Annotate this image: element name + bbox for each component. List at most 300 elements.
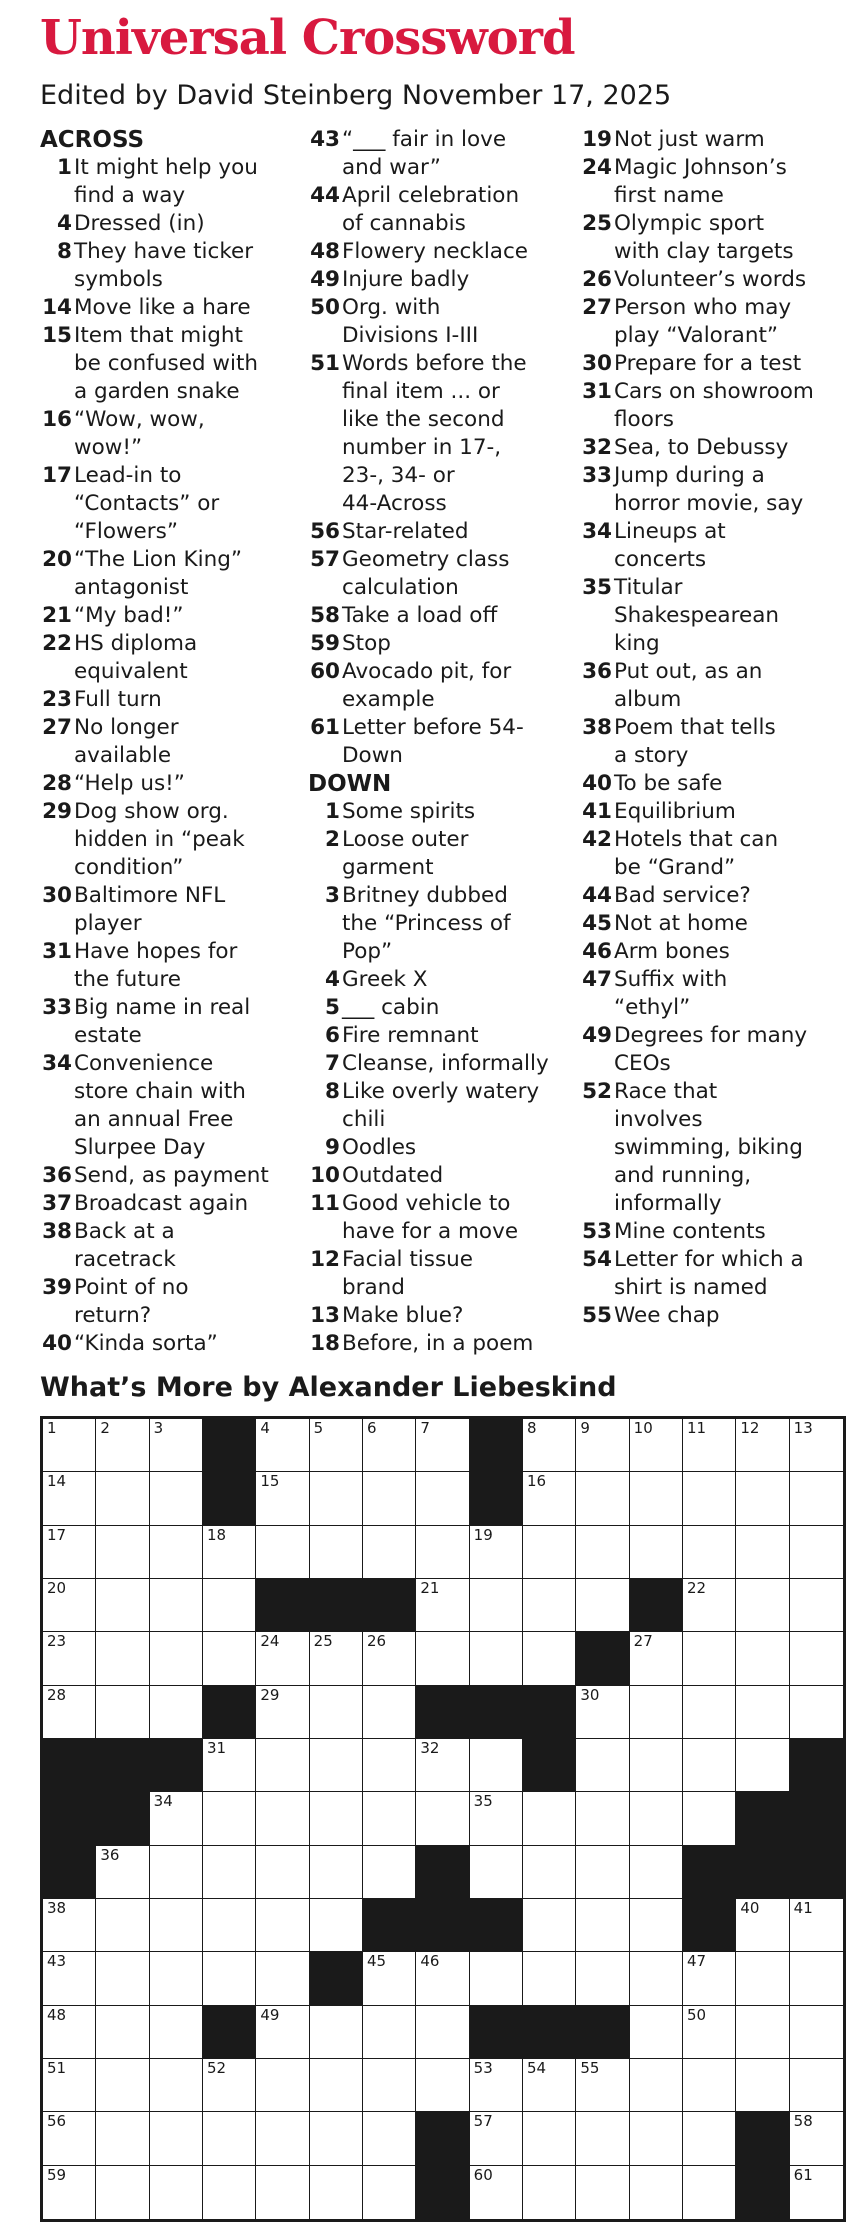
grid-cell[interactable] <box>150 2059 203 2112</box>
grid-cell[interactable] <box>96 1952 149 2005</box>
grid-cell[interactable] <box>43 1899 96 1952</box>
grid-cell[interactable] <box>363 1846 416 1899</box>
grid-cell[interactable] <box>203 1632 256 1685</box>
grid-cell[interactable] <box>150 1899 203 1952</box>
black-square <box>630 1579 683 1632</box>
clue-number: 27 <box>42 715 72 740</box>
cell-number: 45 <box>366 1952 387 1971</box>
grid-cell[interactable] <box>150 2166 203 2219</box>
clue-text-line: Injure badly <box>342 267 470 292</box>
grid-cell[interactable] <box>576 1419 629 1472</box>
grid-cell[interactable] <box>310 1739 363 1792</box>
grid-cell[interactable] <box>310 1632 363 1685</box>
grid-cell[interactable] <box>683 1792 736 1845</box>
grid-cell[interactable] <box>576 1739 629 1792</box>
grid-cell[interactable] <box>310 1419 363 1472</box>
clue-number: 33 <box>582 463 612 488</box>
grid-cell[interactable] <box>630 1739 683 1792</box>
black-square <box>470 1686 523 1739</box>
clue-number: 47 <box>582 967 612 992</box>
grid-cell[interactable] <box>43 1632 96 1685</box>
grid-cell[interactable] <box>683 2112 736 2165</box>
clue-item <box>308 882 578 966</box>
clue-number: 28 <box>42 771 72 796</box>
cell-number: 35 <box>473 1792 493 1811</box>
grid-cell[interactable] <box>150 1579 203 1632</box>
grid-cell[interactable] <box>576 1686 629 1739</box>
clue-text-line: chili <box>342 1107 386 1132</box>
clue-text-line: CEOs <box>614 1051 671 1076</box>
grid-cell[interactable] <box>736 2006 789 2059</box>
cell-number: 7 <box>420 1419 430 1437</box>
grid-cell[interactable] <box>96 1579 149 1632</box>
clue-item <box>308 546 578 602</box>
across-heading: ACROSS <box>40 127 145 153</box>
grid-cell[interactable] <box>523 1952 576 2005</box>
clue-text-line: 23-, 34- or <box>342 463 455 488</box>
clue-text-line: brand <box>342 1275 405 1300</box>
grid-cell[interactable] <box>576 1472 629 1525</box>
grid-cell[interactable] <box>790 2059 843 2112</box>
black-square <box>43 1739 96 1792</box>
clue-item <box>580 434 855 462</box>
grid-cell[interactable] <box>43 2059 96 2112</box>
grid-cell[interactable] <box>150 1632 203 1685</box>
grid-cell[interactable] <box>630 1419 683 1472</box>
clue-number: 52 <box>582 1079 612 1104</box>
grid-cell[interactable] <box>683 1632 736 1685</box>
grid-cell[interactable] <box>256 1472 309 1525</box>
clue-item <box>40 630 310 686</box>
clue-text-line: and war” <box>342 155 441 180</box>
cell-number: 10 <box>633 1419 653 1437</box>
grid-cell[interactable] <box>96 1632 149 1685</box>
grid-cell[interactable] <box>150 1472 203 1525</box>
grid-cell[interactable] <box>416 2006 469 2059</box>
cell-number: 29 <box>260 1685 280 1704</box>
cell-number: 26 <box>366 1632 387 1651</box>
clue-item <box>580 1302 855 1330</box>
black-square <box>523 2006 576 2059</box>
clue-number: 13 <box>310 1303 340 1328</box>
clue-number: 40 <box>582 771 612 796</box>
clue-text-line: Fire remnant <box>342 1023 479 1048</box>
clue-item <box>308 714 578 770</box>
grid-cell[interactable] <box>43 1419 96 1472</box>
grid-cell[interactable] <box>203 1952 256 2005</box>
clue-number: 25 <box>582 211 612 236</box>
grid-cell[interactable] <box>790 2112 843 2165</box>
grid-cell[interactable] <box>96 2112 149 2165</box>
grid-cell[interactable] <box>683 1526 736 1579</box>
grid-cell[interactable] <box>363 1472 416 1525</box>
grid-cell[interactable] <box>683 1686 736 1739</box>
cell-number: 50 <box>686 2005 707 2024</box>
grid-cell[interactable] <box>310 2166 363 2219</box>
clue-text-line: It might help you <box>74 155 258 180</box>
grid-cell[interactable] <box>470 2112 523 2165</box>
grid-cell[interactable] <box>790 1419 843 1472</box>
clue-item <box>580 350 855 378</box>
clue-number: 18 <box>310 1331 340 1356</box>
grid-cell[interactable] <box>43 1686 96 1739</box>
grid-cell[interactable] <box>416 1952 469 2005</box>
grid-cell[interactable] <box>683 2166 736 2219</box>
clue-text-line: Person who may <box>614 295 792 320</box>
grid-cell[interactable] <box>416 1472 469 1525</box>
grid-cell[interactable] <box>630 1846 683 1899</box>
grid-cell[interactable] <box>683 1579 736 1632</box>
cell-number: 30 <box>580 1685 600 1704</box>
grid-cell[interactable] <box>576 1579 629 1632</box>
black-square <box>470 2006 523 2059</box>
grid-cell[interactable] <box>43 2166 96 2219</box>
clue-text-line: Loose outer <box>342 827 469 852</box>
clue-item <box>308 1078 578 1134</box>
grid-cell[interactable] <box>310 1526 363 1579</box>
cell-number: 24 <box>260 1632 280 1651</box>
clue-text-line: Poem that tells <box>614 715 776 740</box>
clue-text-line: To be safe <box>614 771 723 796</box>
clue-text-line: Big name in real <box>74 995 251 1020</box>
black-square <box>310 1952 363 2005</box>
grid-cell[interactable] <box>256 2059 309 2112</box>
clue-item <box>308 266 578 294</box>
grid-cell[interactable] <box>43 1526 96 1579</box>
grid-cell[interactable] <box>470 1792 523 1845</box>
clue-text-line: available <box>74 743 172 768</box>
grid-cell[interactable] <box>416 1419 469 1472</box>
clue-text-line: Dressed (in) <box>74 211 205 236</box>
cell-number: 53 <box>473 2058 493 2077</box>
black-square <box>203 1472 256 1525</box>
grid-cell[interactable] <box>736 1472 789 1525</box>
clue-text-line: HS diploma <box>74 631 198 656</box>
grid-cell[interactable] <box>203 1739 256 1792</box>
clue-number: 4 <box>325 967 340 992</box>
black-square <box>416 2166 469 2219</box>
grid-cell[interactable] <box>256 1632 309 1685</box>
clue-number: 30 <box>42 883 72 908</box>
clue-number: 53 <box>582 1219 612 1244</box>
clue-item <box>580 294 855 350</box>
clue-number: 24 <box>582 155 612 180</box>
black-square <box>470 1899 523 1952</box>
grid-cell[interactable] <box>470 1579 523 1632</box>
grid-cell[interactable] <box>96 1846 149 1899</box>
grid-cell[interactable] <box>790 1952 843 2005</box>
clue-text-line: Before, in a poem <box>342 1331 534 1356</box>
clue-text-line: Volunteer’s words <box>614 267 807 292</box>
clue-item <box>580 574 855 658</box>
grid-cell[interactable] <box>683 2059 736 2112</box>
black-square <box>150 1739 203 1792</box>
clue-number: 41 <box>582 799 612 824</box>
clue-number: 39 <box>42 1275 72 1300</box>
grid-cell[interactable] <box>523 2166 576 2219</box>
grid-cell[interactable] <box>736 1952 789 2005</box>
grid-cell[interactable] <box>416 1526 469 1579</box>
grid-cell[interactable] <box>203 2112 256 2165</box>
grid-cell[interactable] <box>523 1526 576 1579</box>
grid-cell[interactable] <box>683 1419 736 1472</box>
clue-item <box>580 126 855 154</box>
grid-cell[interactable] <box>736 1686 789 1739</box>
grid-cell[interactable] <box>416 2059 469 2112</box>
clue-text-line: Item that might <box>74 323 243 348</box>
grid-cell[interactable] <box>523 2059 576 2112</box>
grid-cell[interactable] <box>630 1632 683 1685</box>
clue-text-line: Olympic sport <box>614 211 765 236</box>
grid-cell[interactable] <box>96 1472 149 1525</box>
grid-cell[interactable] <box>43 1952 96 2005</box>
grid-cell[interactable] <box>150 1792 203 1845</box>
clue-item <box>308 126 578 182</box>
clue-text-line: 44-Across <box>342 491 447 516</box>
clue-text-line: Flowery necklace <box>342 239 529 264</box>
grid-cell[interactable] <box>576 1526 629 1579</box>
grid-cell[interactable] <box>630 1899 683 1952</box>
grid-cell[interactable] <box>630 2006 683 2059</box>
grid-cell[interactable] <box>96 2059 149 2112</box>
grid-cell[interactable] <box>683 1739 736 1792</box>
grid-cell[interactable] <box>256 1899 309 1952</box>
grid-cell[interactable] <box>630 1472 683 1525</box>
grid-cell[interactable] <box>523 1472 576 1525</box>
cell-number: 17 <box>47 1525 67 1544</box>
grid-cell[interactable] <box>470 1632 523 1685</box>
grid-cell[interactable] <box>203 1526 256 1579</box>
clue-number: 44 <box>310 183 340 208</box>
grid-cell[interactable] <box>363 1952 416 2005</box>
grid-cell[interactable] <box>203 1792 256 1845</box>
grid-cell[interactable] <box>203 2166 256 2219</box>
grid-cell[interactable] <box>736 1579 789 1632</box>
black-square <box>523 1739 576 1792</box>
clue-number: 46 <box>582 939 612 964</box>
grid-cell[interactable] <box>96 1526 149 1579</box>
grid-cell[interactable] <box>363 1792 416 1845</box>
clue-item <box>308 238 578 266</box>
grid-cell[interactable] <box>736 1739 789 1792</box>
grid-cell[interactable] <box>43 1579 96 1632</box>
cell-number: 1 <box>47 1419 57 1437</box>
black-square <box>790 1739 843 1792</box>
black-square <box>96 1792 149 1845</box>
grid-cell[interactable] <box>790 1472 843 1525</box>
grid-cell[interactable] <box>150 1952 203 2005</box>
grid-cell[interactable] <box>523 1419 576 1472</box>
grid-cell[interactable] <box>310 2006 363 2059</box>
grid-cell[interactable] <box>256 1792 309 1845</box>
grid-cell[interactable] <box>256 1686 309 1739</box>
grid-cell[interactable] <box>576 1899 629 1952</box>
grid-cell[interactable] <box>96 2006 149 2059</box>
grid-cell[interactable] <box>256 1526 309 1579</box>
grid-cell[interactable] <box>790 1526 843 1579</box>
grid-cell[interactable] <box>150 2112 203 2165</box>
clue-text-line: Divisions I-III <box>342 323 479 348</box>
grid-cell[interactable] <box>470 2166 523 2219</box>
clue-text-line: Like overly watery <box>342 1079 540 1104</box>
grid-cell[interactable] <box>470 1739 523 1792</box>
grid-cell[interactable] <box>256 1952 309 2005</box>
grid-cell[interactable] <box>256 1739 309 1792</box>
clue-number: 9 <box>325 1135 340 1160</box>
grid-cell[interactable] <box>736 1632 789 1685</box>
clue-number: 31 <box>582 379 612 404</box>
grid-cell[interactable] <box>470 1952 523 2005</box>
cell-number: 49 <box>260 2005 280 2024</box>
grid-cell[interactable] <box>790 1686 843 1739</box>
grid-cell[interactable] <box>576 2166 629 2219</box>
black-square <box>416 2112 469 2165</box>
grid-cell[interactable] <box>203 2059 256 2112</box>
grid-cell[interactable] <box>363 1686 416 1739</box>
grid-cell[interactable] <box>576 1846 629 1899</box>
clue-item <box>580 1218 855 1246</box>
grid-cell[interactable] <box>150 1846 203 1899</box>
grid-cell[interactable] <box>736 1526 789 1579</box>
grid-cell[interactable] <box>736 2059 789 2112</box>
black-square <box>203 1419 256 1472</box>
grid-cell[interactable] <box>363 1632 416 1685</box>
clue-text-line: the future <box>74 967 181 992</box>
grid-cell[interactable] <box>96 2166 149 2219</box>
grid-cell[interactable] <box>310 1686 363 1739</box>
grid-cell[interactable] <box>790 1632 843 1685</box>
cell-number: 27 <box>633 1632 653 1651</box>
grid-cell[interactable] <box>363 1739 416 1792</box>
clue-number: 7 <box>325 1051 340 1076</box>
grid-cell[interactable] <box>363 1526 416 1579</box>
grid-cell[interactable] <box>683 1952 736 2005</box>
grid-cell[interactable] <box>363 2059 416 2112</box>
grid-cell[interactable] <box>43 2006 96 2059</box>
grid-cell[interactable] <box>256 2006 309 2059</box>
grid-cell[interactable] <box>310 2059 363 2112</box>
clue-number: 50 <box>310 295 340 320</box>
grid-cell[interactable] <box>630 1686 683 1739</box>
grid-cell[interactable] <box>576 1792 629 1845</box>
grid-cell[interactable] <box>576 1952 629 2005</box>
cell-number: 11 <box>686 1419 707 1437</box>
grid-cell[interactable] <box>363 1419 416 1472</box>
clue-number: 57 <box>310 547 340 572</box>
clue-text-line: Take a load off <box>342 603 498 628</box>
clue-item <box>40 938 310 994</box>
grid-cell[interactable] <box>256 1419 309 1472</box>
grid-cell[interactable] <box>790 2006 843 2059</box>
grid-cell[interactable] <box>203 1579 256 1632</box>
grid-cell[interactable] <box>150 1526 203 1579</box>
grid-cell[interactable] <box>630 1526 683 1579</box>
grid-cell[interactable] <box>416 1739 469 1792</box>
grid-cell[interactable] <box>470 1846 523 1899</box>
grid-cell[interactable] <box>310 1846 363 1899</box>
grid-cell[interactable] <box>683 2006 736 2059</box>
clue-item <box>308 518 578 546</box>
grid-cell[interactable] <box>790 1579 843 1632</box>
clue-number: 8 <box>57 239 72 264</box>
grid-cell[interactable] <box>310 1472 363 1525</box>
grid-cell[interactable] <box>790 1899 843 1952</box>
grid-cell[interactable] <box>150 1686 203 1739</box>
clue-text-line: Degrees for many <box>614 1023 808 1048</box>
grid-cell[interactable] <box>416 1579 469 1632</box>
grid-cell[interactable] <box>363 2006 416 2059</box>
clue-text-line: racetrack <box>74 1247 176 1272</box>
grid-cell[interactable] <box>150 1419 203 1472</box>
grid-cell[interactable] <box>96 1686 149 1739</box>
grid-cell[interactable] <box>630 1952 683 2005</box>
clue-text-line: final item ... or <box>342 379 500 404</box>
grid-cell[interactable] <box>470 1526 523 1579</box>
grid-cell[interactable] <box>310 1792 363 1845</box>
clue-text-line: an annual Free <box>74 1107 234 1132</box>
grid-cell[interactable] <box>523 2112 576 2165</box>
grid-cell[interactable] <box>363 2166 416 2219</box>
grid-cell[interactable] <box>363 2112 416 2165</box>
grid-cell[interactable] <box>470 2059 523 2112</box>
grid-cell[interactable] <box>256 1846 309 1899</box>
grid-cell[interactable] <box>203 1846 256 1899</box>
cell-number: 52 <box>206 2058 227 2077</box>
clue-text-line: Oodles <box>342 1135 417 1160</box>
grid-cell[interactable] <box>310 1899 363 1952</box>
grid-cell[interactable] <box>43 2112 96 2165</box>
grid-cell[interactable] <box>150 2006 203 2059</box>
clue-text-line: floors <box>614 407 674 432</box>
grid-cell[interactable] <box>790 2166 843 2219</box>
clue-number: 61 <box>310 715 340 740</box>
grid-cell[interactable] <box>523 1846 576 1899</box>
cell-number: 32 <box>420 1738 440 1757</box>
grid-cell[interactable] <box>523 1792 576 1845</box>
grid-cell[interactable] <box>96 1899 149 1952</box>
clue-item <box>40 1330 310 1358</box>
grid-cell[interactable] <box>96 1419 149 1472</box>
grid-cell[interactable] <box>416 1792 469 1845</box>
grid-cell[interactable] <box>256 2166 309 2219</box>
clue-item <box>580 882 855 910</box>
grid-cell[interactable] <box>523 1579 576 1632</box>
grid-cell[interactable] <box>416 1632 469 1685</box>
grid-cell[interactable] <box>736 1419 789 1472</box>
grid-cell[interactable] <box>630 1792 683 1845</box>
clue-item <box>580 826 855 882</box>
clue-item <box>308 658 578 714</box>
clue-item <box>580 938 855 966</box>
grid-cell[interactable] <box>576 2059 629 2112</box>
grid-cell[interactable] <box>630 2112 683 2165</box>
grid-cell[interactable] <box>630 2059 683 2112</box>
grid-cell[interactable] <box>736 1899 789 1952</box>
grid-cell[interactable] <box>523 1899 576 1952</box>
cell-number: 48 <box>47 2005 67 2024</box>
black-square <box>576 1632 629 1685</box>
grid-cell[interactable] <box>683 1472 736 1525</box>
grid-cell[interactable] <box>310 2112 363 2165</box>
grid-cell[interactable] <box>523 1632 576 1685</box>
grid-cell[interactable] <box>576 2112 629 2165</box>
black-square <box>203 1686 256 1739</box>
grid-cell[interactable] <box>256 2112 309 2165</box>
grid-cell[interactable] <box>630 2166 683 2219</box>
grid-cell[interactable] <box>43 1472 96 1525</box>
clue-text-line: condition” <box>74 855 184 880</box>
grid-cell[interactable] <box>203 1899 256 1952</box>
